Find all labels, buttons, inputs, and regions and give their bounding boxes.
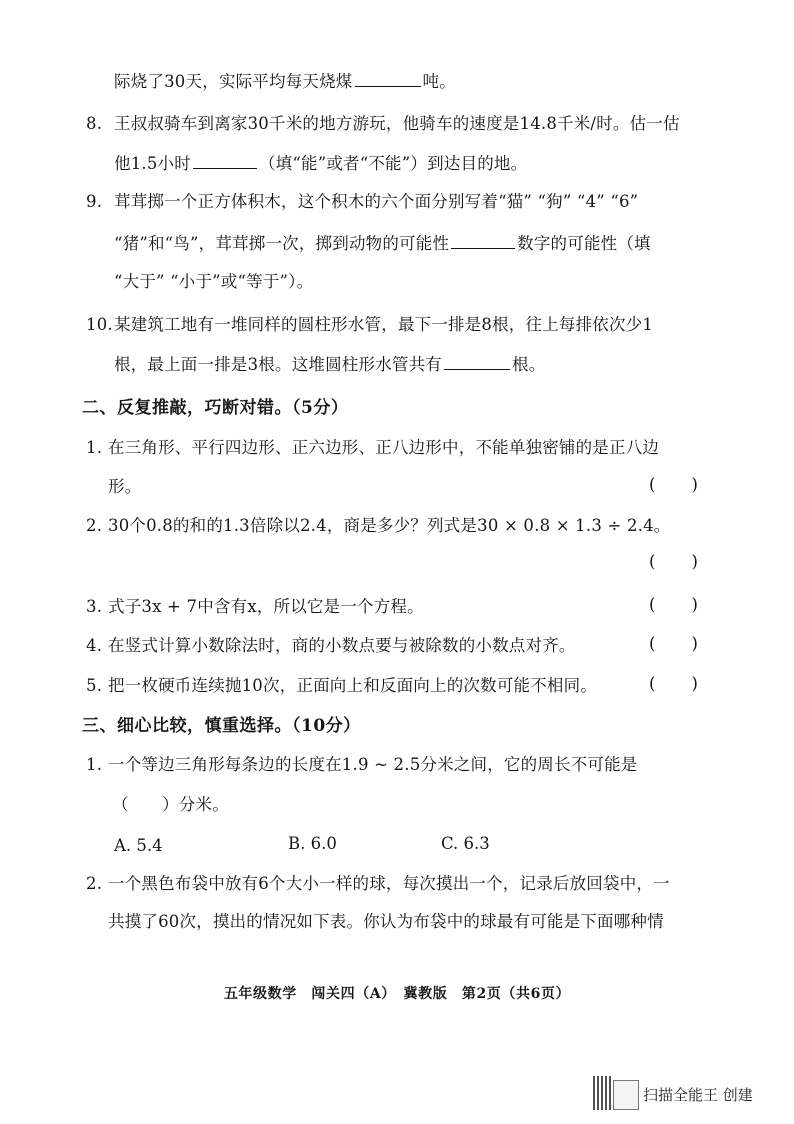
q7-continuation [114, 70, 456, 93]
q10-answer-blank[interactable] [444, 353, 510, 370]
watermark-text: 扫描全能王 创建 [643, 1086, 753, 1104]
page-footer: 五年级数学 闯关四（A） 冀教版 第2页（共6页） [223, 986, 571, 1002]
paren-open: ( [649, 674, 656, 693]
q9-text-pre: “猪”和“鸟”，茸茸掷一次，掷到动物的可能性 [114, 234, 450, 253]
q7-answer-blank[interactable] [355, 70, 421, 87]
s2-item-1-line2: 形。 [108, 477, 142, 496]
question-number: 5. [86, 676, 103, 695]
question-number: 1. [86, 755, 103, 774]
paren-close: ) [691, 674, 698, 693]
question-number: 8. [86, 114, 103, 133]
s2-item-5-text: 把一枚硬币连续抛10次，正面向上和反面向上的次数可能不相同。 [108, 676, 597, 695]
s2-item-3 [86, 596, 424, 618]
question-9-line1 [86, 191, 638, 213]
paren-open: ( [649, 475, 656, 494]
q10-text: 某建筑工地有一堆同样的圆柱形水管，最下一排是8根，往上每排依次少1 [114, 315, 654, 334]
qr-code-icon [593, 1076, 611, 1110]
q9-text-end: “大于” “小于”或“等于”）。 [114, 272, 314, 291]
section-2-heading: 二、反复推敲，巧断对错。（5分） [82, 398, 349, 418]
question-number: 4. [86, 636, 103, 655]
scanner-watermark [593, 1076, 773, 1112]
question-8-line2 [114, 152, 527, 175]
s2-item-1-answer-paren[interactable] [649, 474, 698, 496]
s2-item-3-text: 式子3x + 7中含有x，所以它是一个方程。 [108, 597, 424, 616]
q7-unit: 吨。 [422, 72, 456, 91]
s3-item-1-line2: （ ）分米。 [112, 795, 229, 814]
q8-text-post: （填“能”或者“不能”）到达目的地。 [258, 154, 528, 173]
question-number: 2. [86, 516, 103, 535]
q8-text: 王叔叔骑车到离家30千米的地方游玩，他骑车的速度是14.8千米/时。估一估 [114, 114, 680, 133]
question-9-line3 [114, 271, 313, 293]
paren-open: ( [649, 552, 656, 571]
q9-text: 茸茸掷一个正方体积木，这个积木的六个面分别写着“猫” “狗” “4” “6” [114, 192, 639, 211]
question-number: 1. [86, 438, 103, 457]
s2-item-1-line1 [86, 437, 659, 459]
q8-answer-blank[interactable] [193, 152, 257, 169]
paren-close: ) [691, 552, 698, 571]
s2-item-2-text: 30个0.8的和的1.3倍除以2.4，商是多少？列式是30 × 0.8 × 1.3 ÷ 2.4。 [108, 516, 671, 535]
option-b[interactable]: B. 6.0 [288, 834, 337, 853]
s2-item-5 [86, 675, 597, 697]
app-logo-icon [613, 1080, 639, 1110]
s3-item-2-line1 [86, 873, 670, 895]
s2-item-4-answer-paren[interactable] [649, 633, 698, 655]
question-10-line1 [86, 314, 653, 336]
s3-item-2-line2: 共摸了60次，摸出的情况如下表。你认为布袋中的球最有可能是下面哪种情 [108, 912, 664, 931]
option-c[interactable]: C. 6.3 [441, 834, 490, 853]
paren-close: ) [691, 595, 698, 614]
paren-close: ) [691, 634, 698, 653]
option-a[interactable]: A. 5.4 [114, 836, 163, 855]
question-number: 9. [86, 192, 103, 211]
question-8-line1 [86, 113, 680, 135]
section-3-heading: 三、细心比较，慎重选择。（10分） [82, 716, 361, 736]
s2-item-5-answer-paren[interactable] [649, 673, 698, 695]
q10-text-post: 根。 [512, 355, 546, 374]
s2-item-4-text: 在竖式计算小数除法时，商的小数点要与被除数的小数点对齐。 [108, 636, 576, 655]
q7-text: 际烧了30天，实际平均每天烧煤 [114, 72, 353, 91]
paren-open: ( [649, 595, 656, 614]
q8-text-pre: 他1.5小时 [114, 154, 191, 173]
question-number: 2. [86, 874, 103, 893]
s2-item-3-answer-paren[interactable] [649, 594, 698, 616]
question-10-line2 [114, 353, 545, 376]
s2-item-2-answer-paren[interactable] [649, 551, 698, 573]
s2-item-2-line1 [86, 515, 670, 537]
q10-text-pre: 根，最上面一排是3根。这堆圆柱形水管共有 [114, 355, 442, 374]
q9-answer-blank[interactable] [451, 232, 515, 249]
s3-item-1-line1 [86, 754, 638, 776]
question-number: 10. [86, 315, 113, 334]
q9-text-post: 数字的可能性（填 [517, 234, 651, 253]
paren-open: ( [649, 634, 656, 653]
s3-item-1-text: 一个等边三角形每条边的长度在1.9 ~ 2.5分米之间，它的周长不可能是 [108, 755, 638, 774]
s3-item-2-text: 一个黑色布袋中放有6个大小一样的球，每次摸出一个，记录后放回袋中，一 [108, 874, 670, 893]
s2-item-4 [86, 635, 576, 657]
question-number: 3. [86, 597, 103, 616]
paren-close: ) [691, 475, 698, 494]
question-9-line2 [114, 232, 651, 255]
s2-item-1-text: 在三角形、平行四边形、正六边形、正八边形中，不能单独密铺的是正八边 [108, 438, 660, 457]
